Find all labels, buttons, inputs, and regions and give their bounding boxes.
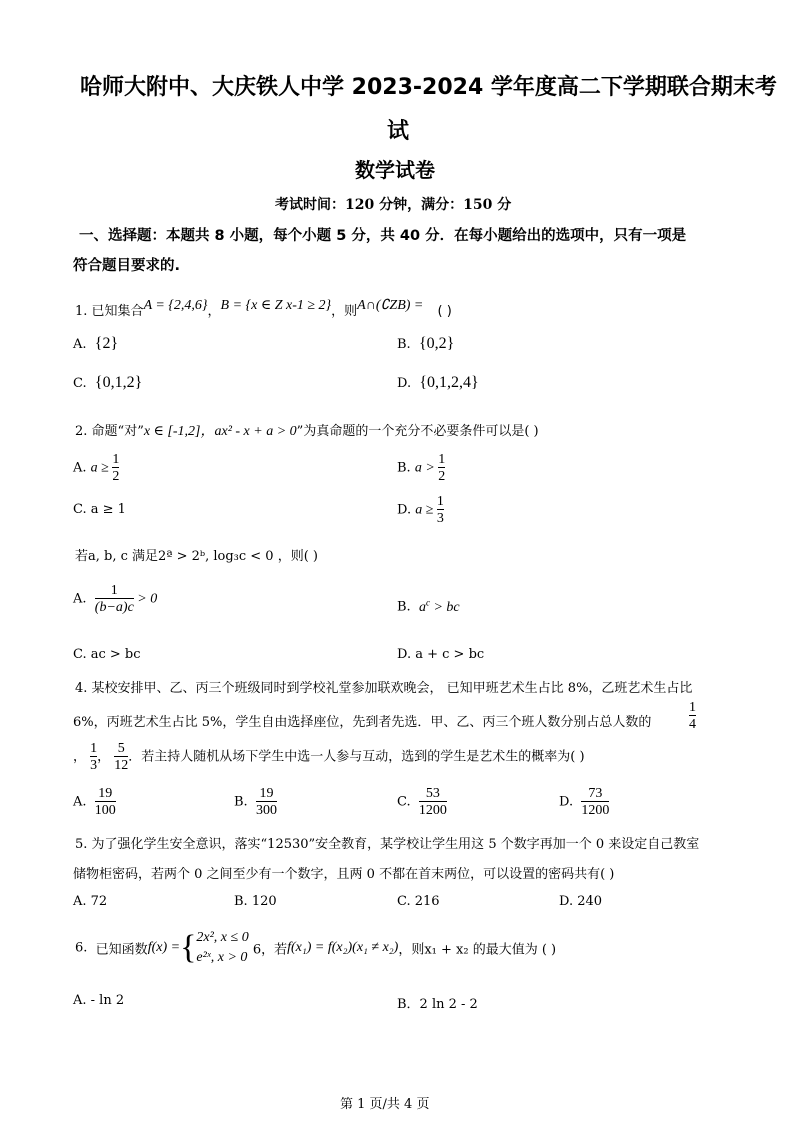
q2-option-b: B. a > $\frac{1}{2}$ bbox=[397, 452, 446, 484]
q2-text-pre: 命题“对” bbox=[91, 424, 144, 439]
q5-option-d: D. 240 bbox=[559, 894, 603, 909]
question-5-line-2: 储物柜密码，若两个 0 之间至少有一个数字，且两 0 不都在首末两位，可以设置的密码共有( ) bbox=[73, 867, 615, 882]
q4-option-d: D. $\frac{73}{1200}$ bbox=[559, 786, 610, 818]
q4-option-c: C. $\frac{53}{1200}$ bbox=[397, 786, 447, 818]
q3-option-a: A. $\frac{1}{(b-a)c}$ > 0 bbox=[73, 583, 158, 615]
q1-expression: A∩(∁ZB) = bbox=[357, 298, 424, 313]
q1-prefix: 已知集合 bbox=[91, 304, 144, 319]
question-1 bbox=[75, 300, 452, 320]
q4-option-b: B. $\frac{19}{300}$ bbox=[234, 786, 277, 818]
q1-set-b: B = {x ∈ Z x-1 ≥ 2} bbox=[220, 298, 332, 313]
q1-option-c: C. {0,1,2} bbox=[73, 374, 143, 391]
q5-option-c: C. 216 bbox=[397, 894, 440, 909]
q2-option-a: A. a ≥ $\frac{1}{2}$ bbox=[73, 452, 120, 484]
q1-then: ，则 bbox=[331, 304, 358, 319]
q1-answer-paren: ( ) bbox=[437, 304, 452, 319]
q1-option-a: A. {2} bbox=[73, 335, 119, 352]
q2-option-c: C. a ≥ 1 bbox=[73, 502, 126, 517]
page-footer: 第 1 页/共 4 页 bbox=[340, 1097, 430, 1112]
section-1-heading: 一、选择题：本题共 8 小题，每个小题 5 分，共 40 分．在每小题给出的选项中，只有一项是 bbox=[79, 228, 687, 244]
q3-option-b: B. $a^c$ > bc bbox=[397, 597, 460, 615]
q1-comma: ， bbox=[207, 304, 221, 319]
question-3: 若a, b, c 满足2ª > 2ᵇ, log₃c < 0 ，则( ) bbox=[75, 549, 318, 564]
q6-option-a: A. - ln 2 bbox=[73, 993, 125, 1008]
q2-range: x ∈ [-1,2] bbox=[143, 424, 201, 439]
title-line-1: 哈师大附中、大庆铁人中学 2023-2024 学年度高二下学期联合期末考 bbox=[80, 75, 777, 100]
section-1-heading-cont: 符合题目要求的. bbox=[73, 258, 181, 274]
question-4-line-2: 6%，丙班艺术生占比 5%，学生自由选择座位，先到者先选．甲、乙、丙三个班人数分别占总人数的 bbox=[73, 715, 652, 730]
q5-option-a: A. 72 bbox=[73, 894, 108, 909]
subject-title: 数学试卷 bbox=[355, 158, 435, 182]
q2-option-d: D. a ≥ $\frac{1}{3}$ bbox=[397, 494, 444, 526]
q2-text-post: ”为真命题的一个充分不必要条件可以是( ) bbox=[296, 424, 539, 439]
q1-option-b: B. {0,2} bbox=[397, 335, 455, 352]
q1-number: 1. bbox=[75, 304, 88, 319]
exam-info: 考试时间：120 分钟，满分：150 分 bbox=[275, 197, 512, 213]
q1-option-d: D. {0,1,2,4} bbox=[397, 374, 479, 391]
question-2: 2. 命题“对”x ∈ [-1,2]，ax² - x + a > 0”为真命题的一个充分不必要条件可以是( ) bbox=[75, 424, 539, 439]
q3-option-d: D. a + c > bc bbox=[397, 647, 485, 662]
question-4-line-1: 4. 某校安排甲、乙、丙三个班级同时到学校礼堂参加联欢晚会， 已知甲班艺术生占比 8%，乙班艺术生占比 bbox=[75, 681, 693, 696]
title-line-2: 试 bbox=[387, 119, 410, 144]
question-4-line-3: ， $\frac{1}{3}$ ， $\frac{5}{12}$ ．若主持人随机从场下学生中选一人参与互动，选到的学生是艺术生的概率为( ) bbox=[73, 741, 585, 773]
q4-fraction-1-4: $\frac{1}{4}$ bbox=[689, 700, 696, 732]
q6-option-b: B．2 ln 2 - 2 bbox=[397, 997, 478, 1012]
q2-inequality: ，ax² - x + a > 0 bbox=[200, 424, 297, 439]
question-5-line-1: 5. 为了强化学生安全意识，落实“12530”安全教育，某学校让学生用这 5 个数字再加一个 0 来设定自己教室 bbox=[75, 837, 700, 852]
q1-set-a: A = {2,4,6} bbox=[143, 298, 208, 313]
q3-option-c: C. ac > bc bbox=[73, 647, 141, 662]
q4-option-a: A. $\frac{19}{100}$ bbox=[73, 786, 116, 818]
question-6: 6. 已知函数f(x) ={ 2x², x ≤ 0 e²ˣ, x > 0 6，若f(x₁) = f(x₂)(x₁ ≠ x₂)，则x₁ + x₂ 的最大值为 ( ) bbox=[75, 929, 557, 966]
q5-option-b: B. 120 bbox=[234, 894, 277, 909]
